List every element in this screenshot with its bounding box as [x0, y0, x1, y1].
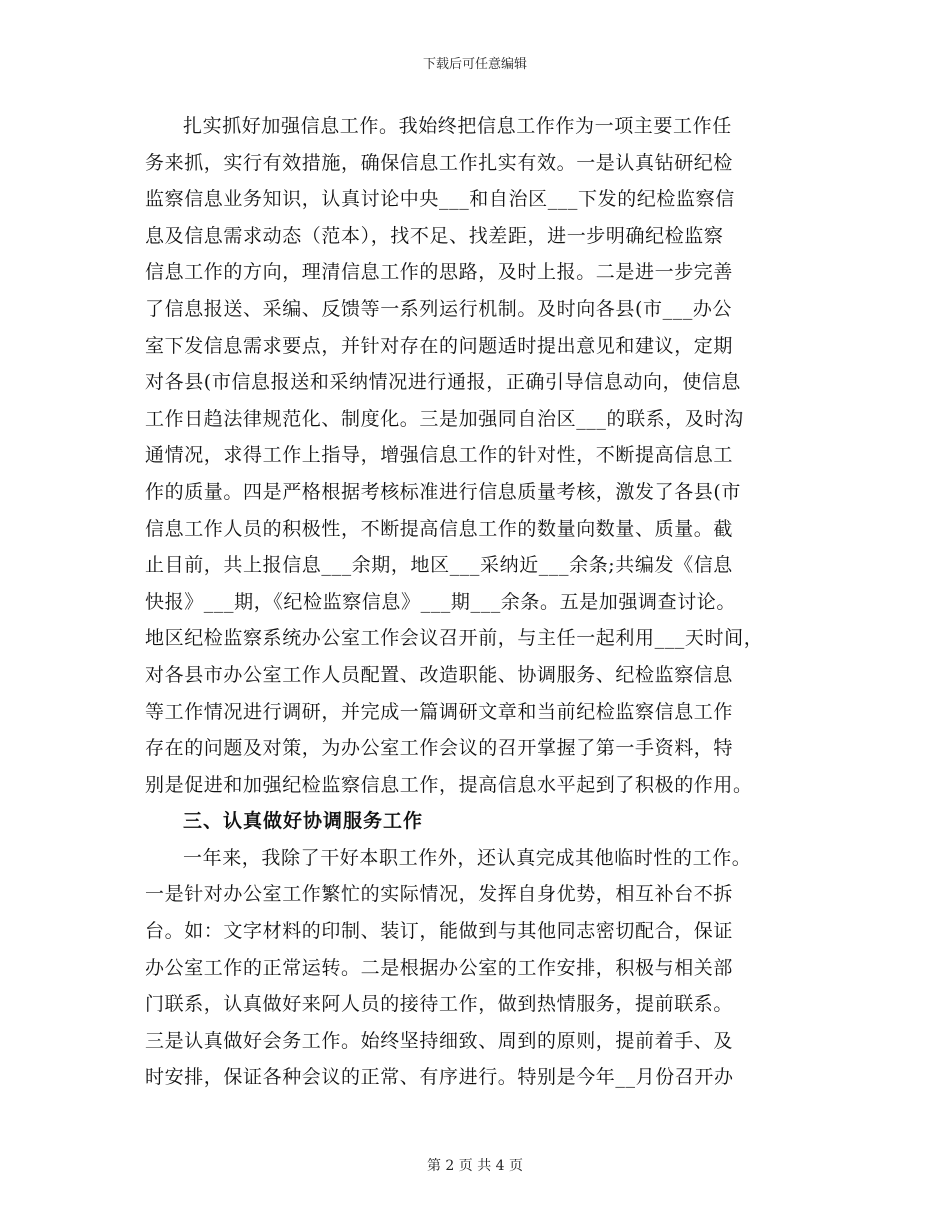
text-line: 对各县市办公室工作人员配置、改造职能、协调服务、纪检监察信息 [145, 663, 734, 686]
page-header: 下载后可任意编辑 [422, 57, 527, 72]
page-footer: 第 2 页 共 4 页 [426, 1158, 524, 1174]
document-body [145, 108, 825, 1096]
text-line: 监察信息业务知识，认真讨论中央___和自治区___下发的纪检监察信 [145, 188, 735, 211]
text-line: 信息工作的方向，理清信息工作的思路，及时上报。二是进一步完善 [145, 261, 734, 284]
text-line: 等工作情况进行调研，并完成一篇调研文章和当前纪检监察信息工作 [145, 700, 734, 723]
text-line: 一是针对办公室工作繁忙的实际情况，发挥自身优势，相互补台不拆 [145, 883, 734, 906]
text-line: 时安排，保证各种会议的正常、有序进行。特别是今年__月份召开办 [145, 1066, 734, 1089]
text-line: 一年来，我除了干好本职工作外，还认真完成其他临时性的工作。 [183, 846, 752, 869]
text-line: 信息工作人员的积极性，不断提高信息工作的数量向数量、质量。截 [145, 517, 734, 540]
text-line: 台。如：文字材料的印制、装订，能做到与其他同志密切配合，保证 [145, 920, 734, 943]
text-line: 地区纪检监察系统办公室工作会议召开前，与主任一起利用___天时间， [145, 627, 764, 650]
text-line: 工作日趋法律规范化、制度化。三是加强同自治区___的联系，及时沟 [145, 407, 744, 430]
text-line: 存在的问题及对策，为办公室工作会议的召开掌握了第一手资料，特 [145, 737, 734, 760]
section-heading: 三、认真做好协调服务工作 [183, 810, 424, 833]
text-line: 别是促进和加强纪检监察信息工作，提高信息水平起到了积极的作用。 [145, 773, 753, 796]
text-line: 门联系，认真做好来阿人员的接待工作，做到热情服务，提前联系。 [145, 993, 734, 1016]
text-line: 息及信息需求动态（范本），找不足、找差距，进一步明确纪检监察 [145, 224, 724, 247]
text-line: 快报》___期，《纪检监察信息》___期___余条。五是加强调查讨论。 [145, 590, 737, 613]
text-line: 作的质量。四是严格根据考核标准进行信息质量考核，激发了各县(市 [145, 480, 742, 503]
text-line: 通情况，求得工作上指导，增强信息工作的针对性，不断提高信息工 [145, 444, 734, 467]
text-line: 办公室工作的正常运转。二是根据办公室的工作安排，积极与相关部 [145, 956, 734, 979]
text-line: 务来抓，实行有效措施，确保信息工作扎实有效。一是认真钻研纪检 [145, 151, 734, 174]
text-line: 止目前，共上报信息___余期，地区___采纳近___余条;共编发《信息 [145, 554, 733, 577]
text-line: 室下发信息需求要点，并针对存在的问题适时提出意见和建议，定期 [145, 334, 734, 357]
text-line: 三是认真做好会务工作。始终坚持细致、周到的原则，提前着手、及 [145, 1029, 734, 1052]
text-line: 对各县(市信息报送和采纳情况进行通报，正确引导信息动向，使信息 [145, 371, 742, 394]
text-line: 了信息报送、采编、反馈等一系列运行机制。及时向各县(市___办公 [145, 297, 733, 320]
text-line: 扎实抓好加强信息工作。我始终把信息工作作为一项主要工作任 [183, 115, 732, 137]
